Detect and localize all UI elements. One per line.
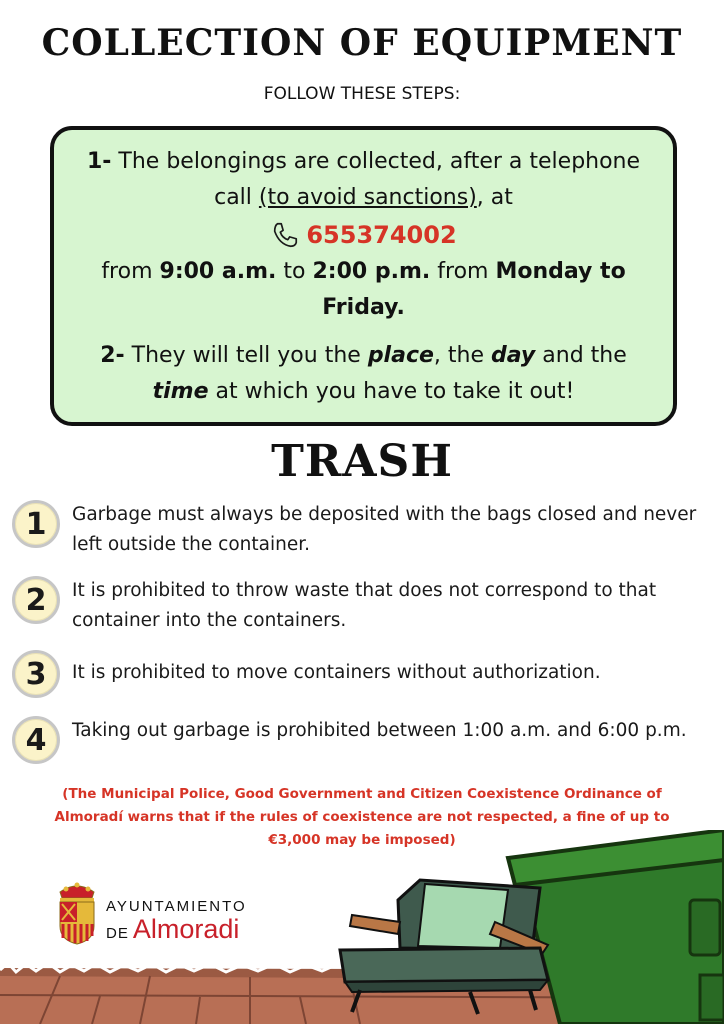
step-1-number: 1- (86, 149, 112, 174)
step-1-underlined: (to avoid sanctions) (258, 185, 477, 210)
page-title: COLLECTION OF EQUIPMENT (41, 22, 683, 64)
rule-number-badge: 4 (12, 716, 60, 764)
logo-text-ayuntamiento: AYUNTAMIENTO (106, 898, 247, 915)
rule-text: It is prohibited to move containers without authorization. (72, 662, 601, 683)
page-subtitle: FOLLOW THESE STEPS: (263, 84, 461, 104)
logo-text-de: DE (106, 925, 129, 942)
step-2-number: 2- (100, 343, 125, 368)
step-2-text-b: , the (433, 343, 485, 368)
rule-text: Taking out garbage is prohibited between 1:00 a.m. and 6:00 p.m. (72, 720, 687, 741)
trash-rule (12, 576, 712, 636)
hours-days: Monday to Friday. (322, 259, 626, 320)
hours-end: 2:00 p.m. (312, 259, 431, 284)
municipality-logo (54, 880, 284, 950)
step-2-time: time (152, 379, 209, 404)
step-2-text-c: and the (542, 343, 627, 368)
step-2-text-a: They will tell you the (131, 343, 361, 368)
phone-icon (270, 220, 300, 250)
step-2 (72, 338, 655, 410)
step-2-text-d: at which you have to take it out! (215, 379, 575, 404)
step-1-text: The belongings are collected, after a telephone call (118, 149, 641, 210)
trash-rule (12, 500, 712, 560)
phone-number[interactable]: 655374002 (306, 221, 457, 249)
coat-of-arms-icon (54, 880, 100, 946)
hours-to: to (283, 259, 306, 284)
hours-days-prefix: from (437, 259, 489, 284)
collection-hours (72, 254, 655, 326)
rule-number-badge: 3 (12, 650, 60, 698)
hours-start: 9:00 a.m. (159, 259, 277, 284)
logo-text-name (106, 914, 239, 945)
phone-line (72, 216, 655, 254)
rule-number-badge: 2 (12, 576, 60, 624)
hours-from: from (101, 259, 153, 284)
collection-instructions-box (50, 126, 677, 426)
logo-text-almoradi: Almoradi (132, 914, 240, 944)
fine-warning: (The Municipal Police, Good Government and Citizen Coexistence Ordinance of Almoradí warns that if the rules of coexistence are not respected, a fine of up to €3,000 may be imposed) (54, 786, 670, 848)
step-1 (72, 144, 655, 216)
step-2-day: day (491, 343, 536, 368)
trash-section-title: TRASH (271, 436, 453, 487)
step-2-place: place (367, 343, 434, 368)
trash-rule (12, 716, 712, 764)
trash-rule (12, 650, 712, 698)
rule-text: Garbage must always be deposited with the bags closed and never left outside the container. (72, 504, 697, 555)
rule-number-badge: 1 (12, 500, 60, 548)
rule-text: It is prohibited to throw waste that does not correspond to that container into the containers. (72, 580, 657, 631)
step-1-tail: , at (476, 185, 513, 210)
